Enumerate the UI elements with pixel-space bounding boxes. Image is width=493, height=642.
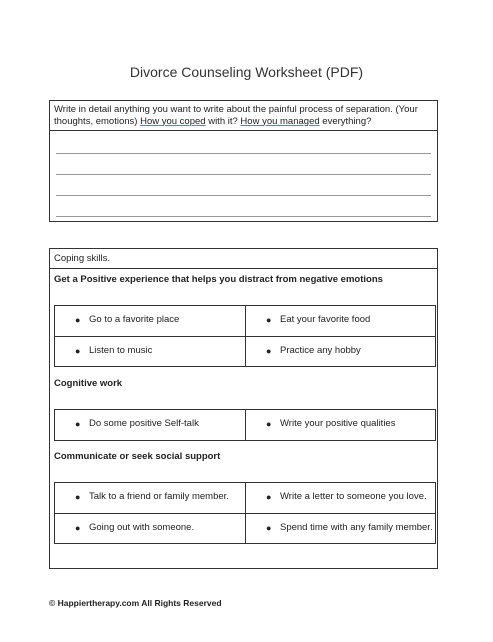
skill-text: Talk to a friend or family member. (89, 491, 229, 502)
table-row (55, 483, 435, 513)
section-heading: Cognitive work (54, 378, 123, 389)
skill-text: Write your positive qualities (280, 418, 396, 429)
skill-text: Practice any hobby (280, 345, 361, 356)
prompt-link-coped: How you coped (140, 115, 206, 127)
prompt-text: with it? (205, 115, 241, 127)
prompt-text: Write in detail anything you want to write about the painful process of separation. (Your thoughts, emotions) (54, 104, 418, 127)
table-cell (245, 410, 435, 440)
table-row (55, 306, 435, 336)
table-cell (55, 410, 245, 440)
table-cell (55, 483, 245, 513)
bullet-icon: ● (75, 419, 81, 429)
skill-text: Eat your favorite food (280, 314, 371, 325)
table-cell (245, 306, 435, 336)
writing-line[interactable] (56, 153, 431, 154)
section-heading: Get a Positive experience that helps you distract from negative emotions (54, 274, 383, 285)
bullet-icon: ● (266, 419, 272, 429)
table-cell (55, 514, 245, 543)
table-cell (55, 337, 245, 366)
bullet-icon: ● (266, 523, 272, 533)
skill-text: Spend time with any family member. (280, 522, 433, 533)
bullet-icon: ● (266, 492, 272, 502)
writing-line[interactable] (56, 195, 431, 196)
skills-table (54, 409, 436, 441)
bullet-icon: ● (75, 492, 81, 502)
skill-text: Listen to music (89, 345, 153, 356)
skill-text: Go to a favorite place (89, 314, 180, 325)
skill-text: Write a letter to someone you love. (280, 491, 427, 502)
coping-skills-box (49, 248, 438, 569)
coping-skills-header: Coping skills. (50, 249, 437, 269)
writing-box (49, 100, 438, 222)
table-cell (245, 337, 435, 366)
skills-table (54, 305, 436, 367)
copyright-footer: © Happiertherapy.com All Rights Reserved (49, 598, 222, 608)
table-row (55, 336, 435, 366)
skill-text: Going out with someone. (89, 522, 195, 533)
skills-table (54, 482, 436, 544)
table-cell (55, 306, 245, 336)
writing-line[interactable] (56, 216, 431, 217)
writing-prompt (50, 101, 437, 131)
table-row (55, 513, 435, 543)
table-row (55, 410, 435, 440)
bullet-icon: ● (75, 523, 81, 533)
bullet-icon: ● (75, 315, 81, 325)
table-cell (245, 483, 435, 513)
bullet-icon: ● (75, 346, 81, 356)
bullet-icon: ● (266, 346, 272, 356)
prompt-link-managed: How you managed (240, 115, 320, 127)
prompt-text: everything? (319, 115, 372, 127)
bullet-icon: ● (266, 315, 272, 325)
table-cell (245, 514, 435, 543)
section-heading: Communicate or seek social support (54, 451, 221, 462)
writing-line[interactable] (56, 174, 431, 175)
skill-text: Do some positive Self-talk (89, 418, 199, 429)
page-title: Divorce Counseling Worksheet (PDF) (129, 64, 364, 80)
